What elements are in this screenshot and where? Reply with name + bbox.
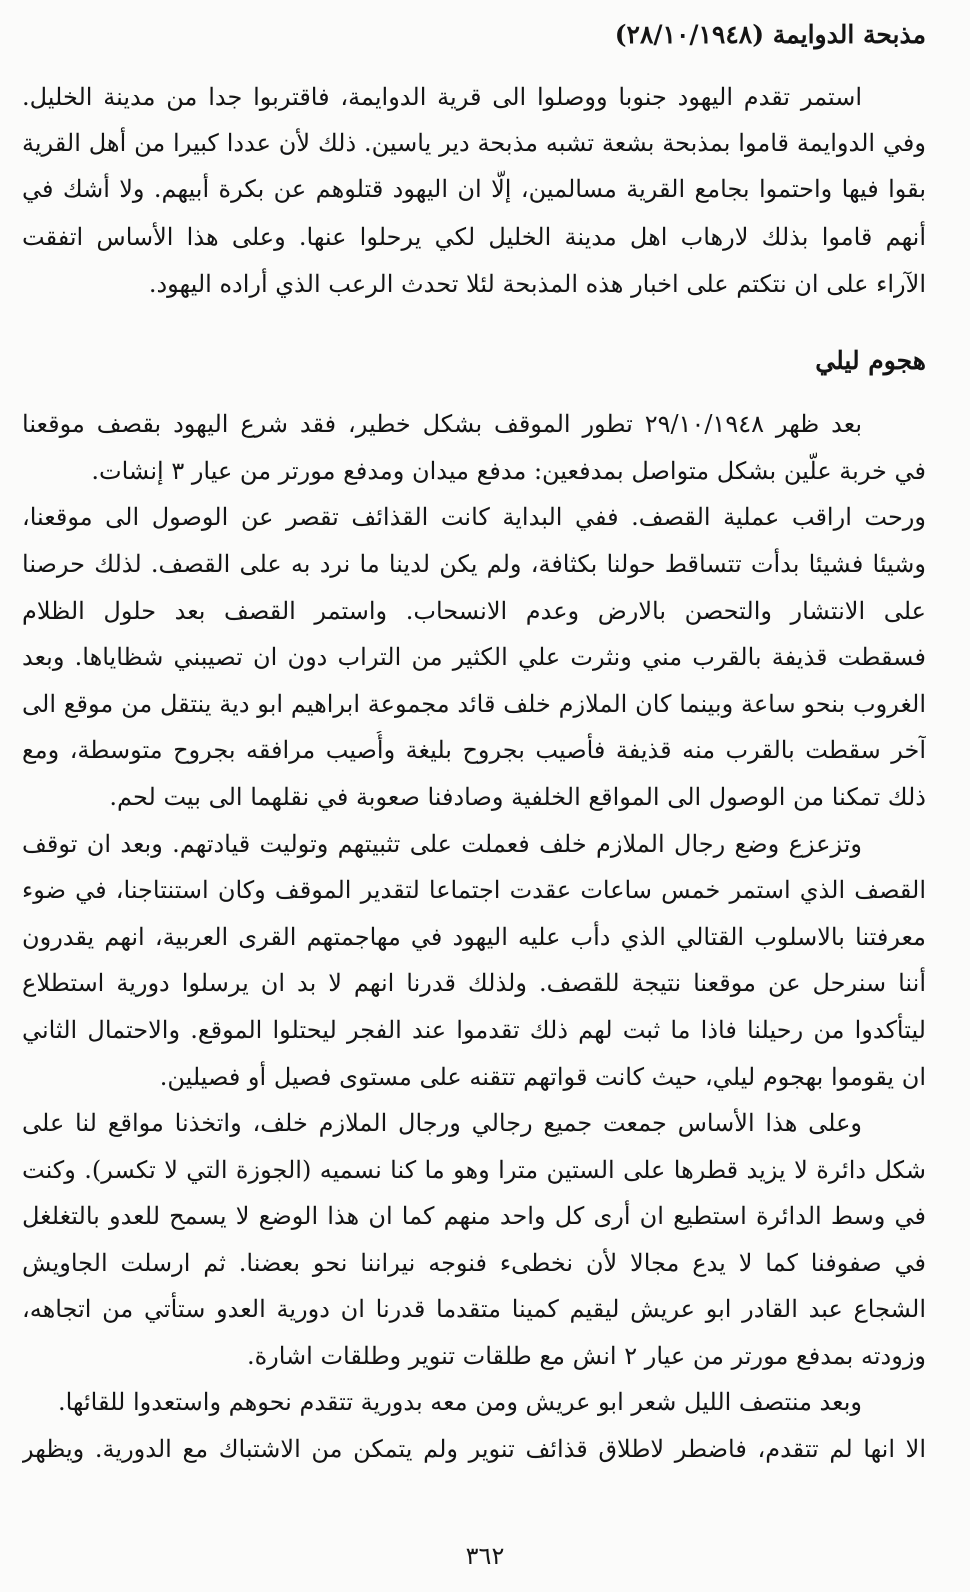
paragraph-line: ان يقوموا بهجوم ليلي، حيث كانت قواتهم تتقنه على مستوى فصيل أو فصيلين. bbox=[159, 1063, 926, 1091]
section-heading-night-attack: هجوم ليلي bbox=[815, 346, 926, 375]
paragraph-line: بعد ظهر ٢٩/١٠/١٩٤٨ تطور الموقف بشكل خطير، فقد شرع اليهود بقصف موقعنا bbox=[22, 410, 862, 438]
paragraph-line: الآراء على ان نتكتم على اخبار هذه المذبحة لئلا تحدث الرعب الذي أراده اليهود. bbox=[148, 270, 926, 298]
paragraph-line: في وسط الدائرة استطيع ان أرى كل واحد منهم كما ان هذا الوضع لا يسمح للعدو بالتغلغل bbox=[22, 1202, 926, 1230]
page-number: ٣٦٢ bbox=[465, 1542, 505, 1570]
paragraph-line: ورحت اراقب عملية القصف. ففي البداية كانت القذائف تقصر عن الوصول الى موقعنا، bbox=[22, 503, 926, 531]
paragraph-line: الشجاع عبد القادر ابو عريش ليقيم كمينا متقدما قدرنا ان دورية العدو ستأتي من اتجاهه، bbox=[22, 1295, 926, 1323]
paragraph-line: فسقطت قذيفة بالقرب مني ونثرت علي الكثير من التراب دون ان تصيبني شظاياها. وبعد bbox=[22, 643, 926, 671]
paragraph-line: آخر سقطت بالقرب منه قذيفة فأصيب بجروح بليغة وأُصيب مرافقه بجروح متوسطة، ومع bbox=[22, 736, 926, 764]
paragraph-line: أننا سنرحل عن موقعنا نتيجة للقصف. ولذلك قدرنا انهم لا بد ان يرسلوا دورية استطلاع bbox=[22, 969, 926, 997]
paragraph-line: الا انها لم تتقدم، فاضطر لاطلاق قذائف تنوير ولم يتمكن من الاشتباك مع الدورية. ويظهر bbox=[22, 1435, 926, 1463]
paragraph-line: على الانتشار والتحصن بالارض وعدم الانسحاب. واستمر القصف بعد حلول الظلام bbox=[22, 597, 926, 625]
paragraph-line: وفي الدوايمة قاموا بمذبحة بشعة تشبه مذبحة دير ياسين. ذلك لأن عددا كبيرا من أهل القرية bbox=[22, 129, 926, 157]
paragraph-line: شكل دائرة لا يزيد قطرها على الستين مترا وهو ما كنا نسميه (الجوزة التي لا تكسر). وكنت bbox=[22, 1156, 926, 1184]
paragraph-line: الغروب بنحو ساعة وبينما كان الملازم خلف قائد مجموعة ابراهيم ابو دية ينتقل من موقع الى bbox=[22, 690, 926, 718]
paragraph-line: في خربة علّين بشكل متواصل بمدفعين: مدفع ميدان ومدفع مورتر من عيار ٣ إنشات. bbox=[91, 457, 926, 485]
paragraph-line: وعلى هذا الأساس جمعت جميع رجالي ورجال الملازم خلف، واتخذنا مواقع لنا على bbox=[22, 1109, 862, 1137]
paragraph-line: أنهم قاموا بذلك لارهاب اهل مدينة الخليل لكي يرحلوا عنها. وعلى هذا الأساس اتفقت bbox=[22, 223, 926, 251]
paragraph-line: في صفوفنا كما لا يدع مجالا لأن نخطىء فنوجه نيراننا نحو بعضنا. ثم ارسلت الجاويش bbox=[22, 1249, 926, 1277]
paragraph-line: بقوا فيها واحتموا بجامع القرية مسالمين، إلَّا ان اليهود قتلوهم عن بكرة أبيهم. ولا أشك في bbox=[22, 175, 926, 203]
paragraph-line: القصف الذي استمر خمس ساعات عقدت اجتماعا لتقدير الموقف وكان استنتاجنا، في ضوء bbox=[22, 876, 926, 904]
paragraph-line: ذلك تمكنا من الوصول الى المواقع الخلفية وصادفنا صعوبة في نقلهما الى بيت لحم. bbox=[109, 783, 926, 811]
paragraph-line: استمر تقدم اليهود جنوبا ووصلوا الى قرية الدوايمة، فاقتربوا جدا من مدينة الخليل. bbox=[22, 83, 862, 111]
section-heading-dawayima: مذبحة الدوايمة (٢٨/١٠/١٩٤٨) bbox=[614, 20, 926, 49]
paragraph-line: وبعد منتصف الليل شعر ابو عريش ومن معه بدورية تتقدم نحوهم واستعدوا للقائها. bbox=[57, 1388, 862, 1416]
paragraph-line: ليتأكدوا من رحيلنا فاذا ما ثبت لهم ذلك تقدموا عند الفجر ليحتلوا الموقع. والاحتمال الثاني bbox=[22, 1016, 926, 1044]
paragraph-line: وتزعزع وضع رجال الملازم خلف فعملت على تثبيتهم وتوليت قيادتهم. وبعد ان توقف bbox=[22, 830, 862, 858]
paragraph-line: وزودته بمدفع مورتر من عيار ٢ انش مع طلقات تنوير وطلقات اشارة. bbox=[246, 1342, 926, 1370]
paragraph-line: معرفتنا بالاسلوب القتالي الذي دأب عليه اليهود في مهاجمتهم القرى العربية، انهم يقدرون bbox=[22, 923, 926, 951]
paragraph-line: وشيئا فشيئا بدأت تتساقط حولنا بكثافة، ولم يكن لدينا ما نرد به على القصف. لذلك حرصنا bbox=[22, 550, 926, 578]
